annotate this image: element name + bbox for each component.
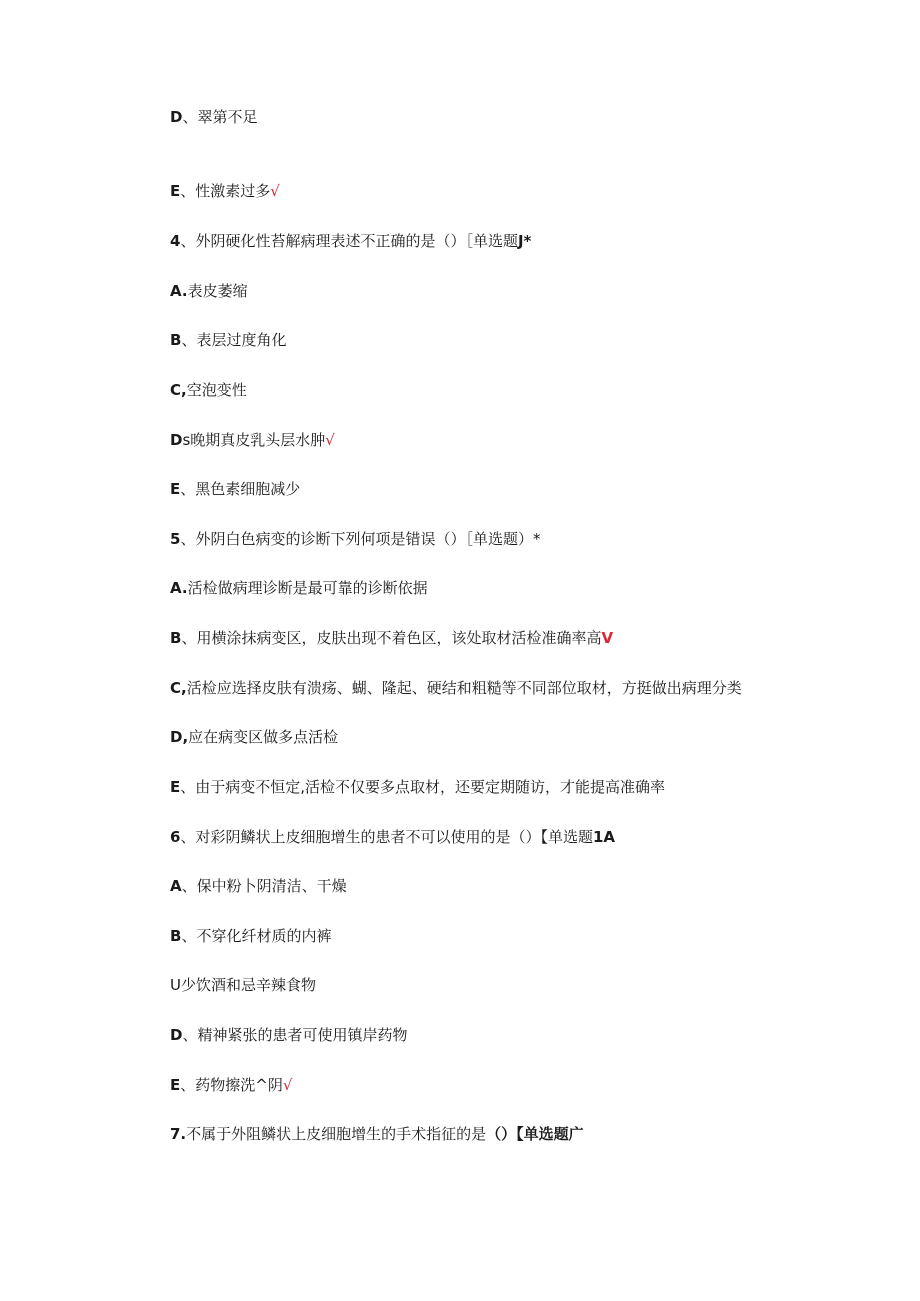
question-5: [170, 529, 540, 549]
question-suffix: J*: [517, 232, 532, 250]
option-e-line: [170, 777, 665, 797]
option-text: 、保中粉卜阴清洁、干燥: [181, 877, 347, 895]
option-prefix: B: [170, 629, 182, 647]
option-prefix: E: [170, 480, 181, 498]
option-prefix: D: [170, 431, 183, 449]
question-7: [170, 1124, 584, 1144]
option-prefix: E: [170, 1076, 181, 1094]
question-text: 、外阴白色病变的诊断下列何项是错误: [180, 530, 436, 548]
option-text: 活检应选择皮肤有溃疡、蝴、隆起、硬结和粗糙等不同部位取材，方挺做出病理分类: [186, 679, 742, 697]
option-text: 、用横涂抹病变区，皮肤出现不着色区，该处取材活检准确率高: [181, 629, 602, 647]
option-text: 、黑色素细胞减少: [180, 480, 301, 498]
option-c-line: [170, 678, 742, 698]
question-suffix: 1A: [592, 828, 615, 846]
option-e-line: [170, 181, 280, 201]
option-text: 空泡变性: [186, 381, 247, 399]
question-number: 4: [170, 232, 181, 250]
option-b-line: [170, 926, 331, 946]
option-c-line: [170, 380, 247, 400]
option-d-line: [170, 1025, 407, 1045]
option-prefix: A.: [170, 579, 188, 597]
option-a-line: [170, 281, 248, 301]
option-prefix: B: [170, 927, 182, 945]
option-prefix: D,: [170, 728, 189, 746]
option-prefix: A.: [170, 282, 188, 300]
option-d-line: [170, 430, 335, 450]
question-6: [170, 827, 615, 847]
question-4: [170, 231, 531, 251]
option-b-line: [170, 330, 286, 350]
option-a-line: [170, 876, 347, 896]
option-a-line: [170, 578, 428, 598]
question-number: 6: [170, 828, 181, 846]
option-b-line: [170, 628, 613, 648]
option-prefix: B: [170, 331, 182, 349]
option-text: 、性激素过多: [180, 182, 271, 200]
option-text: 、不穿化纤材质的内裤: [181, 927, 332, 945]
option-c-line: [170, 975, 316, 995]
question-number: 5: [170, 530, 181, 548]
option-text: 、精神紧张的患者可使用镇岸药物: [182, 1026, 408, 1044]
question-text: 、外阴硬化性苔解病理表述不正确的是（）［单选题: [180, 232, 518, 250]
option-text: 、翠第不足: [182, 108, 258, 126]
question-suffix: （）【单选题广: [486, 1125, 584, 1143]
option-text: U少饮酒和忌辛辣食物: [170, 976, 316, 994]
option-text: s晚期真皮乳头层水肿: [182, 431, 326, 449]
option-prefix: D: [170, 108, 183, 126]
correct-mark: √: [282, 1076, 293, 1094]
option-prefix: C,: [170, 679, 187, 697]
correct-mark: V: [601, 629, 614, 647]
option-prefix: E: [170, 778, 181, 796]
question-text: 、对彩阴鳞状上皮细胞增生的患者不可以使用的是（）【单选题: [180, 828, 593, 846]
option-prefix: E: [170, 182, 181, 200]
option-text: 、表层过度角化: [181, 331, 287, 349]
question-number: 7.: [170, 1125, 187, 1143]
option-e-line: [170, 1075, 292, 1095]
correct-mark: √: [270, 182, 280, 200]
option-text: 表皮萎缩: [187, 282, 248, 300]
option-prefix: D: [170, 1026, 183, 1044]
option-text: 、药物擦洗^阴: [180, 1076, 283, 1094]
option-d-line: [170, 727, 338, 747]
question-suffix: （）［单选题）*: [435, 530, 541, 548]
option-prefix: C,: [170, 381, 187, 399]
option-text: 、由于病变不恒定,活检不仅要多点取材，还要定期随访，才能提高准确率: [180, 778, 666, 796]
option-d-line: [170, 107, 257, 127]
option-text: 活检做病理诊断是最可靠的诊断依据: [187, 579, 428, 597]
question-text: 不属于外阻鳞状上皮细胞增生的手术指征的是: [186, 1125, 487, 1143]
option-prefix: A: [170, 877, 182, 895]
correct-mark: √: [325, 431, 335, 449]
option-text: 应在病变区做多点活检: [188, 728, 339, 746]
option-e-line: [170, 479, 300, 499]
